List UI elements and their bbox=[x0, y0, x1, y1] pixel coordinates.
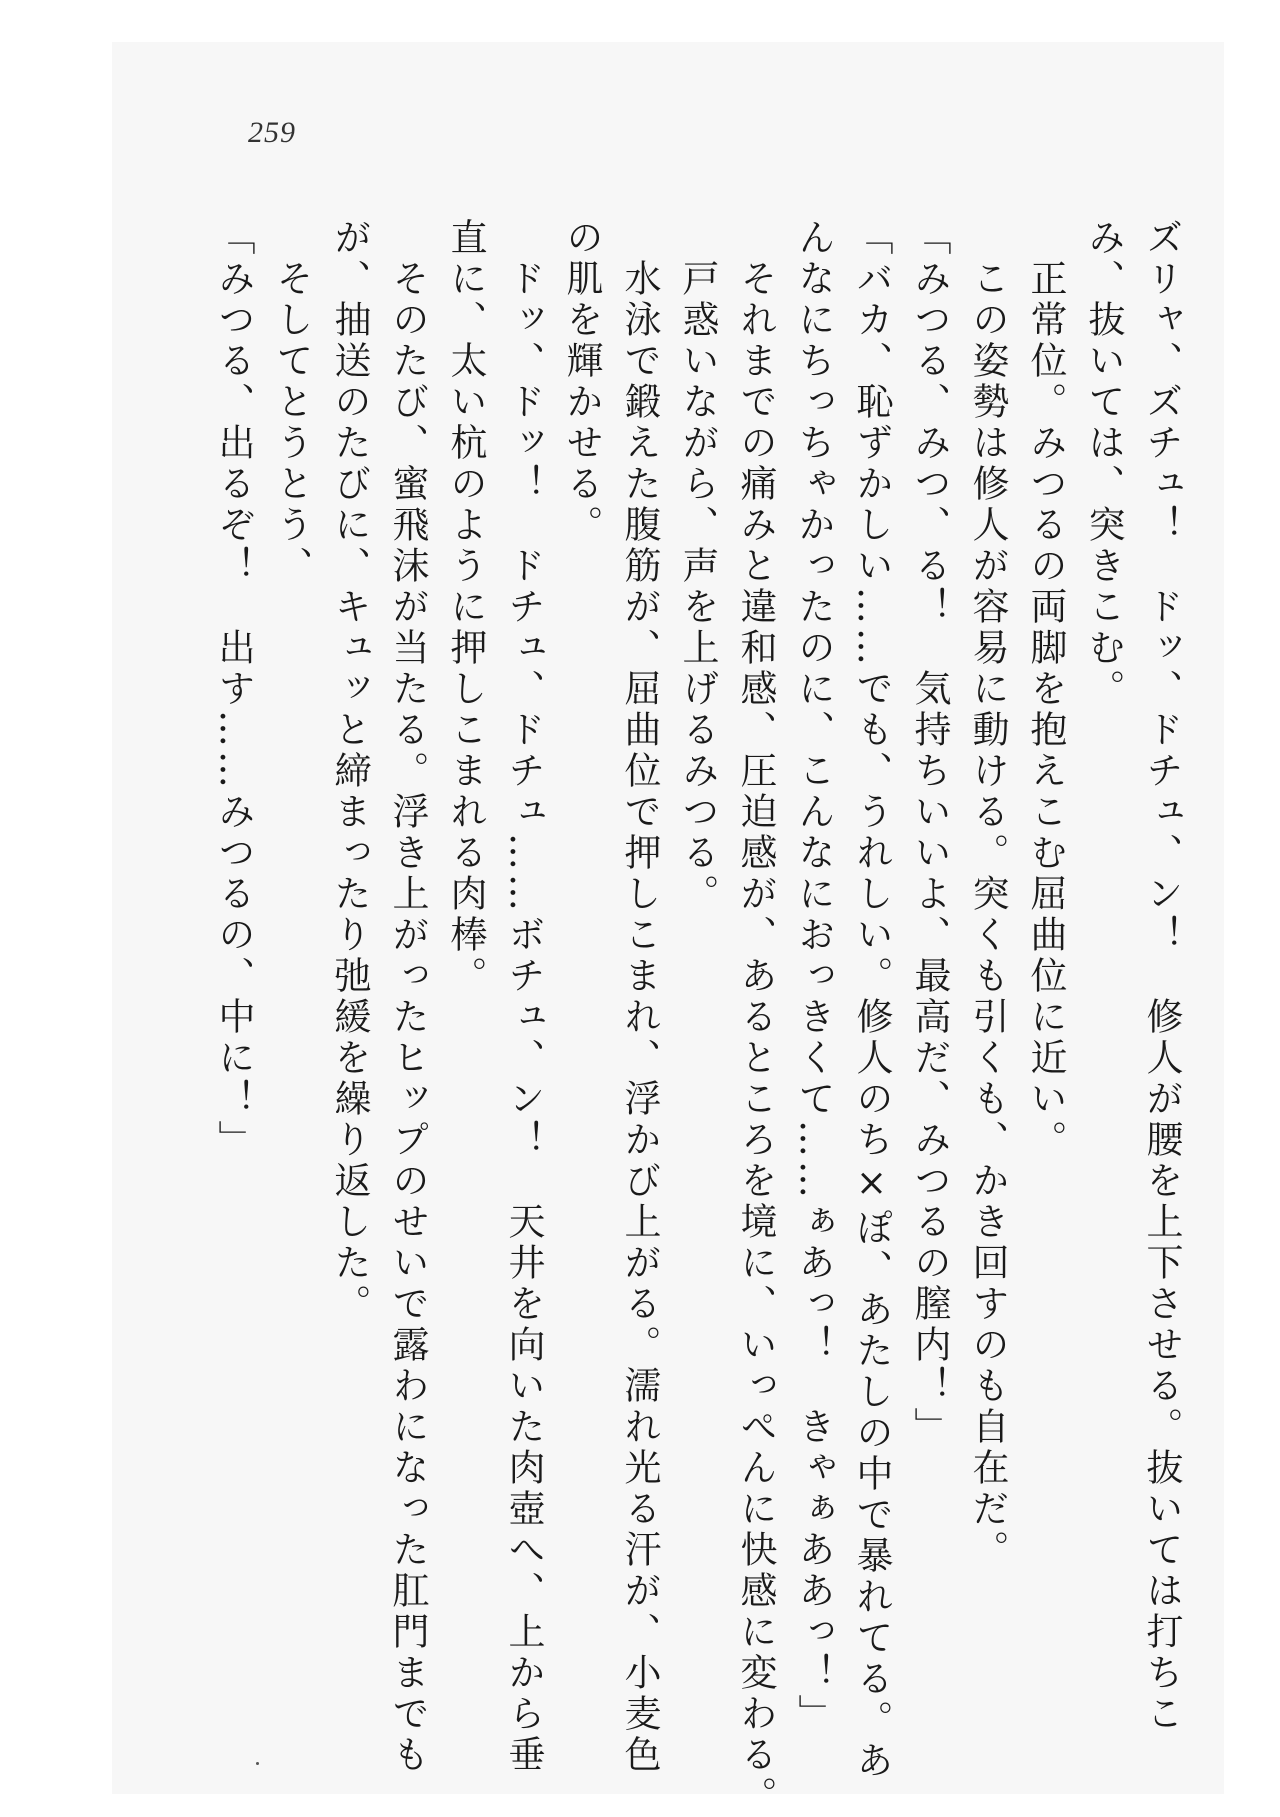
stray-mark bbox=[256, 1762, 259, 1765]
text-line: ズリャ、ズチュ！ ドッ、ドチュ、ン！ 修人が腰を上下させる。抜いては打ちこ bbox=[1140, 218, 1183, 1735]
page-number: 259 bbox=[248, 116, 296, 149]
text-line: み、抜いては、突きこむ。 bbox=[1082, 218, 1125, 710]
text-line: 水泳で鍛えた腹筋が、屈曲位で押しこまれ、浮かび上がる。濡れ光る汗が、小麦色 bbox=[618, 218, 661, 1776]
text-line: 戸惑いながら、声を上げるみつる。 bbox=[676, 218, 719, 915]
vertical-text-body bbox=[200, 218, 1183, 1817]
text-line: んなにちっちゃかったのに、こんなにおっきくて……ぁあっ！ きゃぁああっ！」 bbox=[792, 218, 835, 1735]
text-line: そのたび、蜜飛沫が当たる。浮き上がったヒップのせいで露わになった肛門までも bbox=[386, 218, 429, 1776]
text-line: が、抽送のたびに、キュッと締まったり弛緩を繰り返した。 bbox=[328, 218, 371, 1325]
text-line: 「バカ、恥ずかしい……でも、うれしい。修人のち×ぽ、あたしの中で暴れてる。あ bbox=[850, 218, 893, 1782]
text-line: の肌を輝かせる。 bbox=[560, 218, 603, 546]
text-line: そしてとうとう、 bbox=[270, 218, 313, 587]
text-line: それまでの痛みと違和感、圧迫感が、あるところを境に、いっぺんに快感に変わる。 bbox=[734, 218, 777, 1817]
text-line: この姿勢は修人が容易に動ける。突くも引くも、かき回すのも自在だ。 bbox=[966, 218, 1009, 1571]
text-line: 直に、太い杭のように押しこまれる肉棒。 bbox=[444, 218, 487, 997]
text-line: ドッ、ドッ！ ドチュ、ドチュ……ボチュ、ン！ 天井を向いた肉壺へ、上から垂 bbox=[502, 218, 545, 1776]
text-line: 「みつる、出るぞ！ 出す……みつるの、中に！」 bbox=[212, 218, 255, 1161]
text-line: 正常位。みつるの両脚を抱えこむ屈曲位に近い。 bbox=[1024, 218, 1067, 1161]
text-line: 「みつる、みつ、る！ 気持ちいいよ、最高だ、みつるの膣内！」 bbox=[908, 218, 951, 1448]
